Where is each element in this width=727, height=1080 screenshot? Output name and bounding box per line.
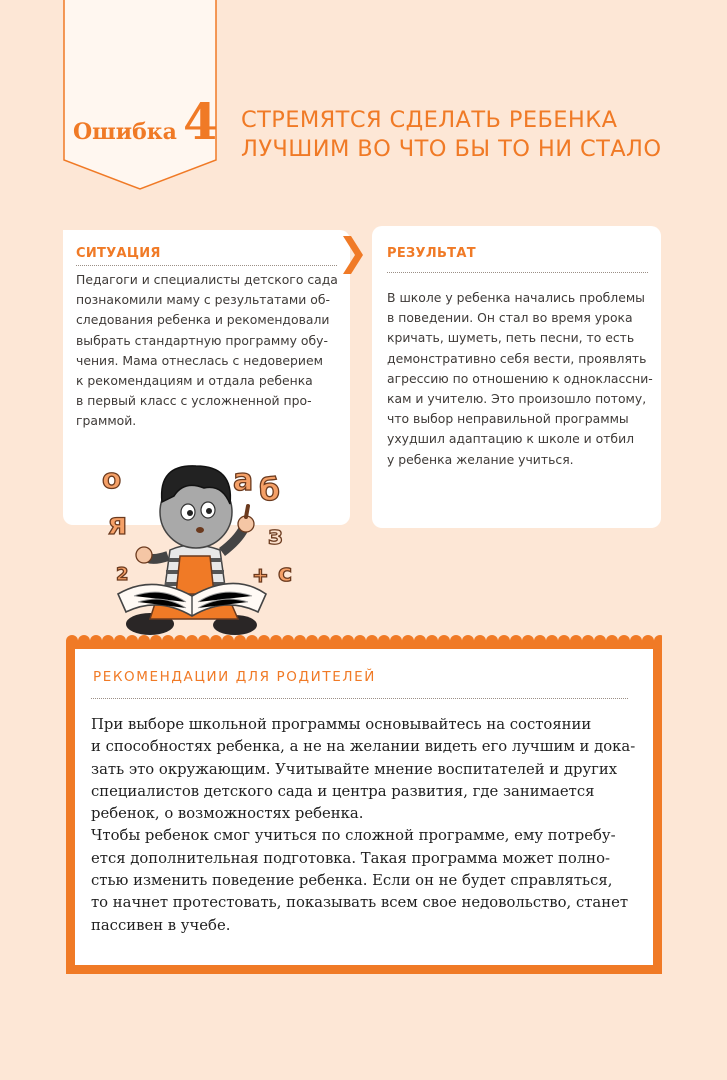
text-line: кричать, шуметь, петь песни, то есть (387, 330, 635, 346)
title-line: СТРЕМЯТСЯ СДЕЛАТЬ РЕБЕНКА (241, 107, 618, 133)
text-line: Чтобы ребенок смог учиться по сложной программе, ему потребу- (91, 827, 616, 845)
text-line: ребенок, о возможностях ребенка. (91, 805, 364, 823)
text-line: При выборе школьной программы основывайтесь на состоянии (91, 716, 592, 733)
digit-two: 2 (116, 564, 129, 585)
mistake-tab (63, 0, 217, 190)
mistake-label (73, 92, 218, 151)
letter-z: з (268, 521, 284, 551)
text-line: то начнет протестовать, показывать всем свое недовольство, станет (91, 894, 629, 912)
text-line: Педагоги и специалисты детского сада (76, 272, 338, 287)
text-line: граммой. (76, 413, 137, 429)
text-line: ется дополнительная подготовка. Такая программа может полно- (91, 849, 610, 867)
text-line: стью изменить поведение ребенка. Если он не будет справляться, (91, 872, 613, 890)
result-heading: РЕЗУЛЬТАТ (387, 246, 476, 261)
text-line: что выбор неправильной программы (387, 411, 629, 427)
text-line: ухудшил адаптацию к школе и отбил (387, 431, 635, 447)
divider (387, 272, 648, 273)
result-text (387, 288, 653, 470)
text-line: выбрать стандартную программу обу- (76, 332, 328, 348)
situation-text (76, 270, 338, 432)
mistake-word: Ошибка (73, 119, 177, 145)
text-line: кам и учителю. Это произошло потому, (387, 391, 647, 407)
divider (76, 265, 337, 266)
chevron-right-icon (341, 234, 365, 276)
recommendations-text (91, 714, 636, 937)
text-line: и способностях ребенка, а не на желании видеть его лучшим и дока- (91, 738, 636, 756)
page-title (241, 106, 711, 164)
text-line: к рекомендациям и отдала ребенка (76, 373, 313, 389)
text-line: познакомили маму с результатами об- (76, 292, 330, 308)
recommendations-heading: РЕКОМЕНДАЦИИ ДЛЯ РОДИТЕЛЕЙ (93, 669, 376, 685)
letter-ya: я (108, 507, 128, 542)
letter-a: а (233, 463, 254, 498)
text-line: специалистов детского сада и центра развития, где занимается (91, 782, 595, 800)
text-line: зать это окружающим. Учитывайте мнение воспитателей и других (91, 760, 618, 778)
text-line: демонстративно себя вести, проявлять (387, 350, 647, 366)
text-line: в поведении. Он стал во время урока (387, 310, 633, 326)
recommendations-box (66, 627, 662, 974)
text-line: в первый класс с усложненной про- (76, 393, 312, 409)
letter-s: с (278, 559, 293, 587)
text-line: В школе у ребенка начались проблемы (387, 290, 645, 305)
mistake-number: 4 (182, 92, 218, 151)
text-line: у ребенка желание учиться. (387, 451, 574, 467)
divider (91, 698, 628, 699)
text-line: пассивен в учебе. (91, 916, 231, 934)
letter-o: о (102, 462, 122, 495)
text-line: чения. Мама отнеслась с недоверием (76, 352, 323, 368)
letter-b: б (259, 473, 280, 508)
title-line: ЛУЧШИМ ВО ЧТО БЫ ТО НИ СТАЛО (241, 136, 662, 162)
situation-heading: СИТУАЦИЯ (76, 246, 161, 261)
child-reading-illustration (88, 444, 303, 640)
text-line: агрессию по отношению к одноклассни- (387, 370, 653, 386)
plus-sign: + (252, 563, 269, 587)
result-card (372, 226, 661, 528)
text-line: следования ребенка и рекомендовали (76, 312, 330, 328)
